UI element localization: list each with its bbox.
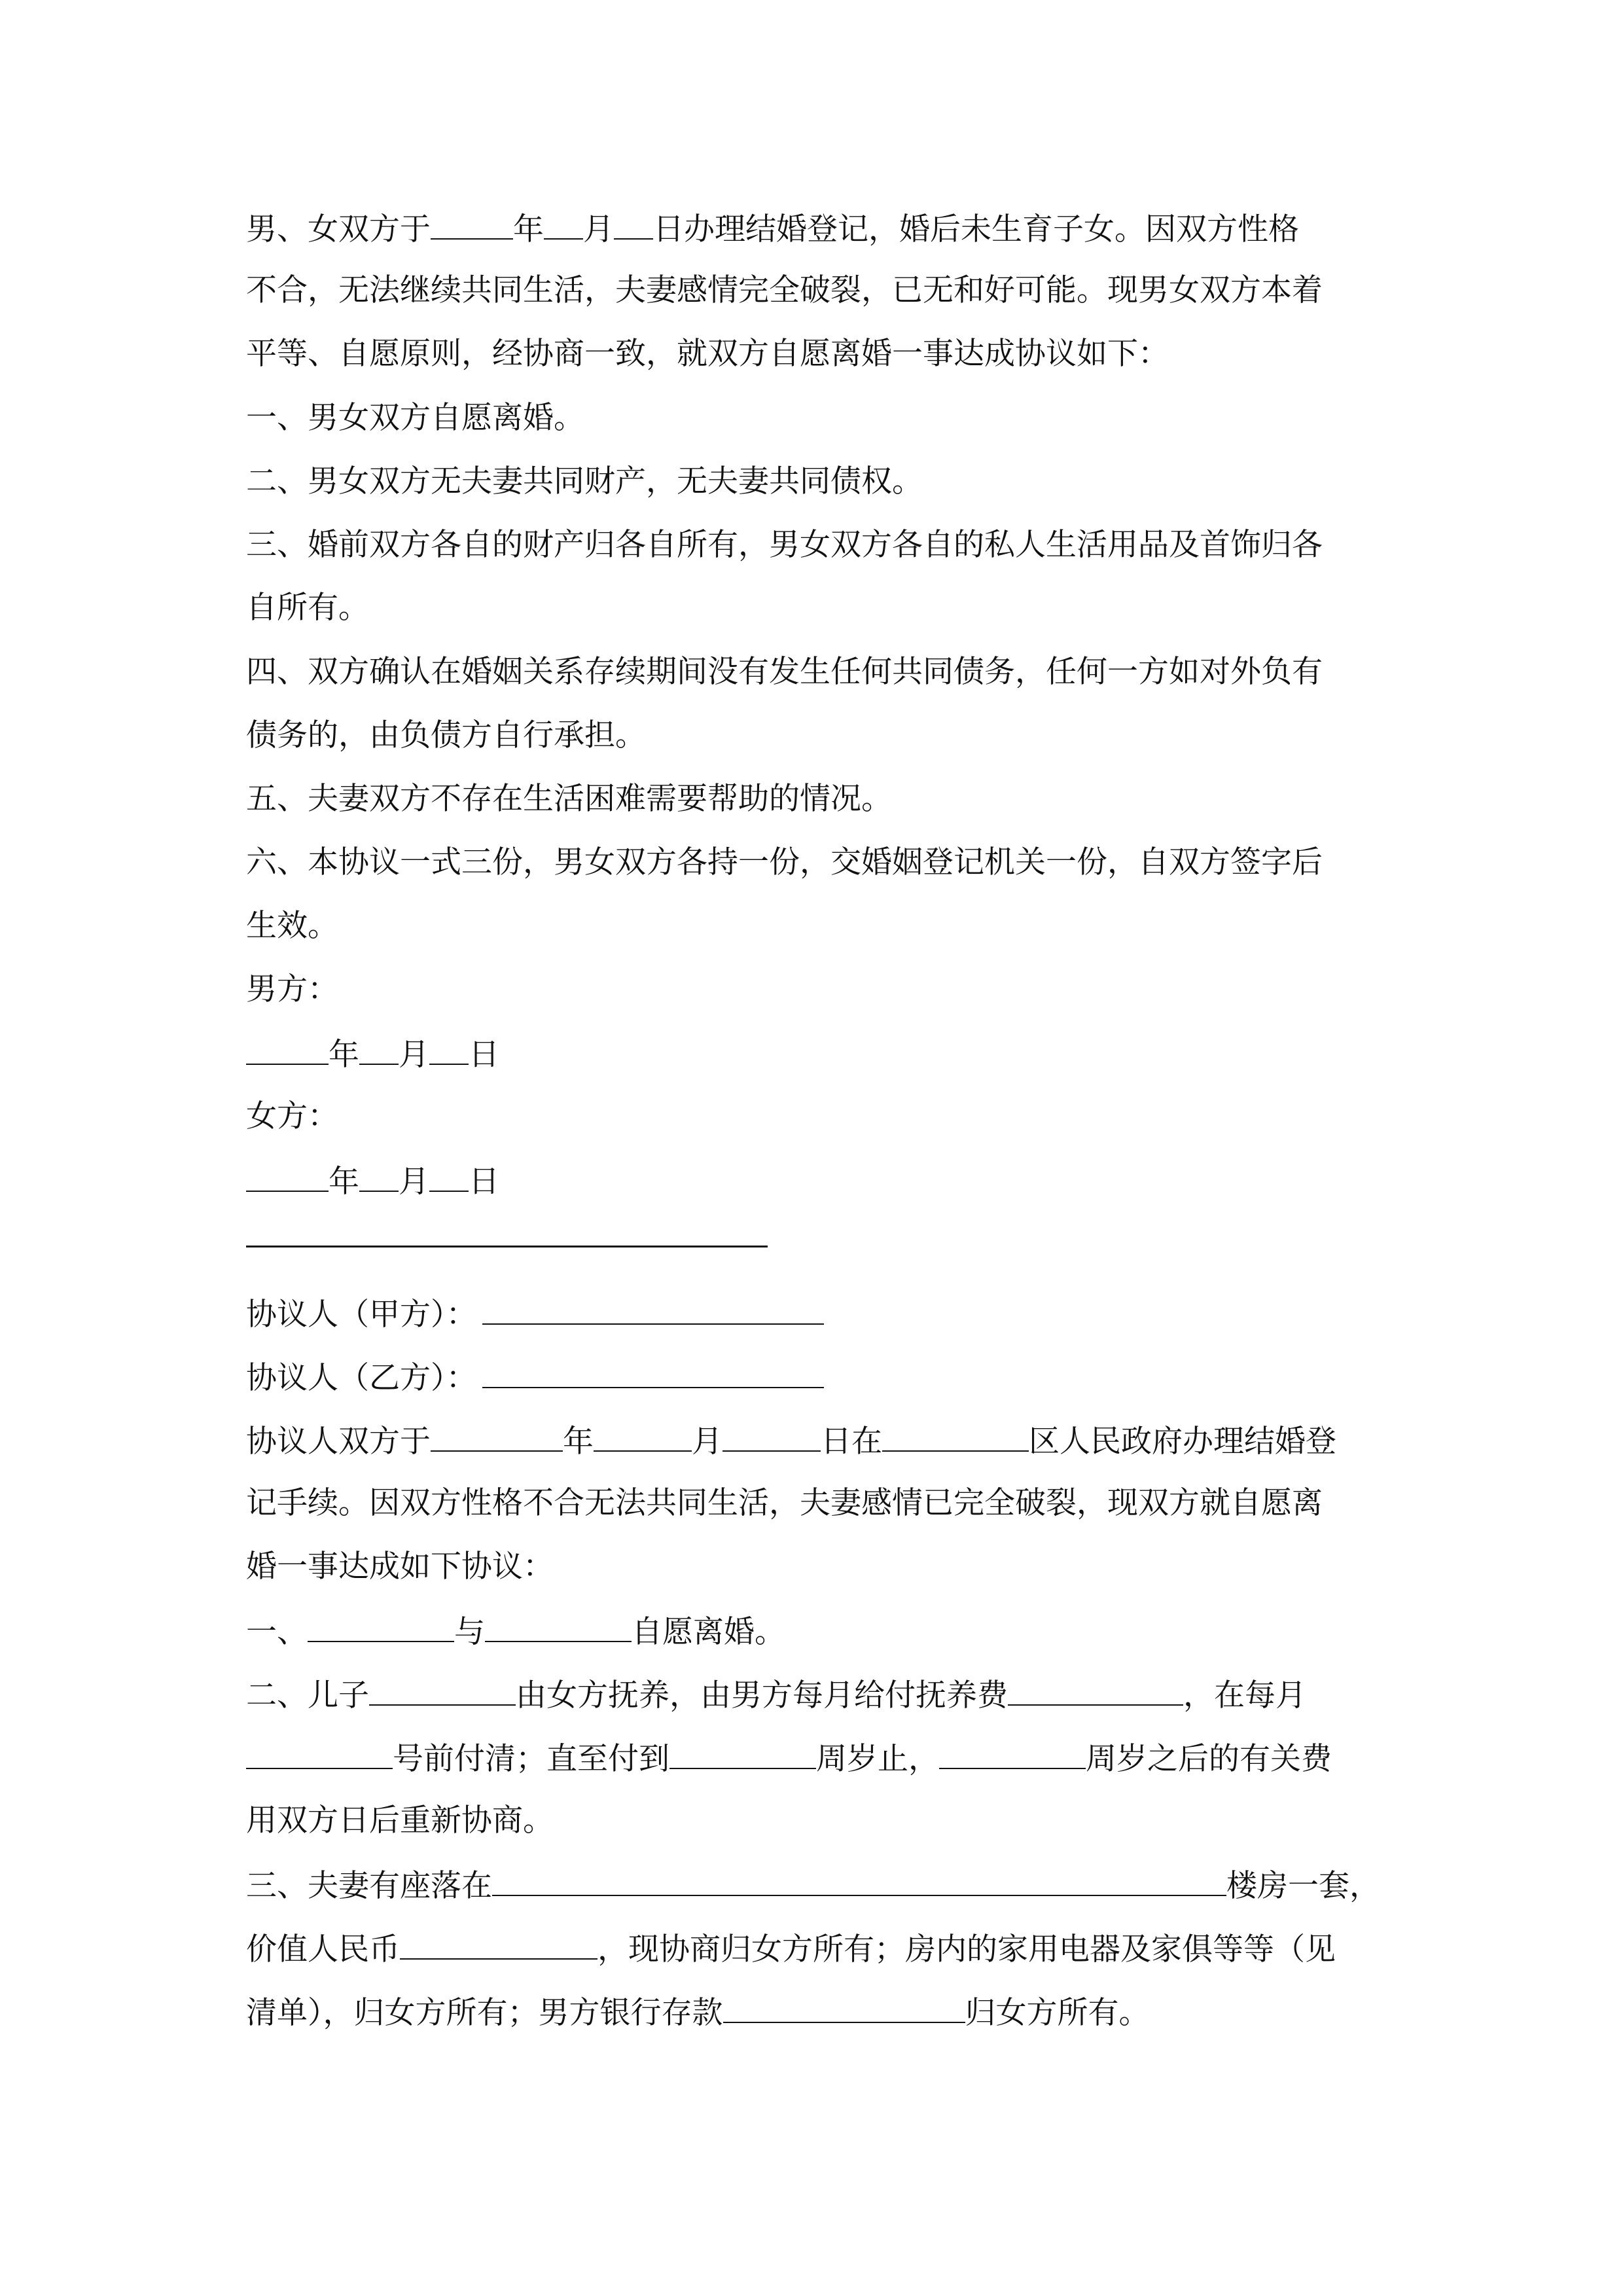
agreement-intro-line-2: 记手续。因双方性格不合无法共同生活，夫妻感情已完全破裂，现双方就自愿离 (246, 1485, 1323, 1521)
clause-4-line-2: 债务的，由负债方自行承担。 (246, 717, 646, 753)
party-b-line: 协议人（乙方）： (246, 1357, 1385, 1396)
clause-1: 一、男女双方自愿离婚。 (246, 400, 584, 436)
male-signature-label: 男方： (246, 971, 338, 1007)
agreement-clause-2-line-1: 二、儿子 由女方抚养，由男方每月给付抚养费 ，在每月 (246, 1674, 1385, 1713)
agreement-clause-3-line-1: 三、夫妻有座落在 楼房一套， (246, 1865, 1385, 1904)
party-a-line: 协议人（甲方）： (246, 1293, 1385, 1333)
agreement-clause-2-line-3: 用双方日后重新协商。 (246, 1803, 554, 1839)
agreement-clause-3-line-3: 清单），归女方所有；男方银行存款 归女方所有。 (246, 1992, 1385, 2031)
clause-6-line-1: 六、本协议一式三份，男女双方各持一份，交婚姻登记机关一份，自双方签字后 (246, 844, 1323, 880)
agreement-clause-3-line-2: 价值人民币 ，现协商归女方所有；房内的家用电器及家俱等等（见 (246, 1928, 1385, 1967)
clause-3-line-2: 自所有。 (246, 590, 369, 626)
section-divider (246, 1246, 768, 1247)
agreement-clause-1: 一、 与 自愿离婚。 (246, 1611, 1385, 1650)
intro-line-3: 平等、自愿原则，经协商一致，就双方自愿离婚一事达成协议如下： (246, 336, 1169, 372)
female-signature-label: 女方： (246, 1098, 338, 1134)
agreement-intro-line-3: 婚一事达成如下协议： (246, 1549, 554, 1585)
female-signature-date: 年 月 日 (246, 1160, 1385, 1200)
agreement-intro-line-1: 协议人双方于 年 月 日在 区人民政府办理结婚登 (246, 1420, 1385, 1460)
male-signature-date: 年 月 日 (246, 1033, 1385, 1073)
clause-4-line-1: 四、双方确认在婚姻关系存续期间没有发生任何共同债务，任何一方如对外负有 (246, 654, 1323, 690)
clause-5: 五、夫妻双方不存在生活困难需要帮助的情况。 (246, 781, 892, 817)
intro-line-1: 男、女双方于 年 月 日办理结婚登记，婚后未生育子女。因双方性格 (246, 208, 1385, 247)
clause-2: 二、男女双方无夫妻共同财产，无夫妻共同债权。 (246, 463, 923, 499)
clause-3-line-1: 三、婚前双方各自的财产归各自所有，男女双方各自的私人生活用品及首饰归各 (246, 527, 1323, 563)
agreement-clause-2-line-2: 号前付清；直至付到 周岁止， 周岁之后的有关费 (246, 1738, 1385, 1777)
clause-6-line-2: 生效。 (246, 908, 338, 944)
intro-line-2: 不合，无法继续共同生活，夫妻感情完全破裂，已无和好可能。现男女双方本着 (246, 272, 1323, 308)
